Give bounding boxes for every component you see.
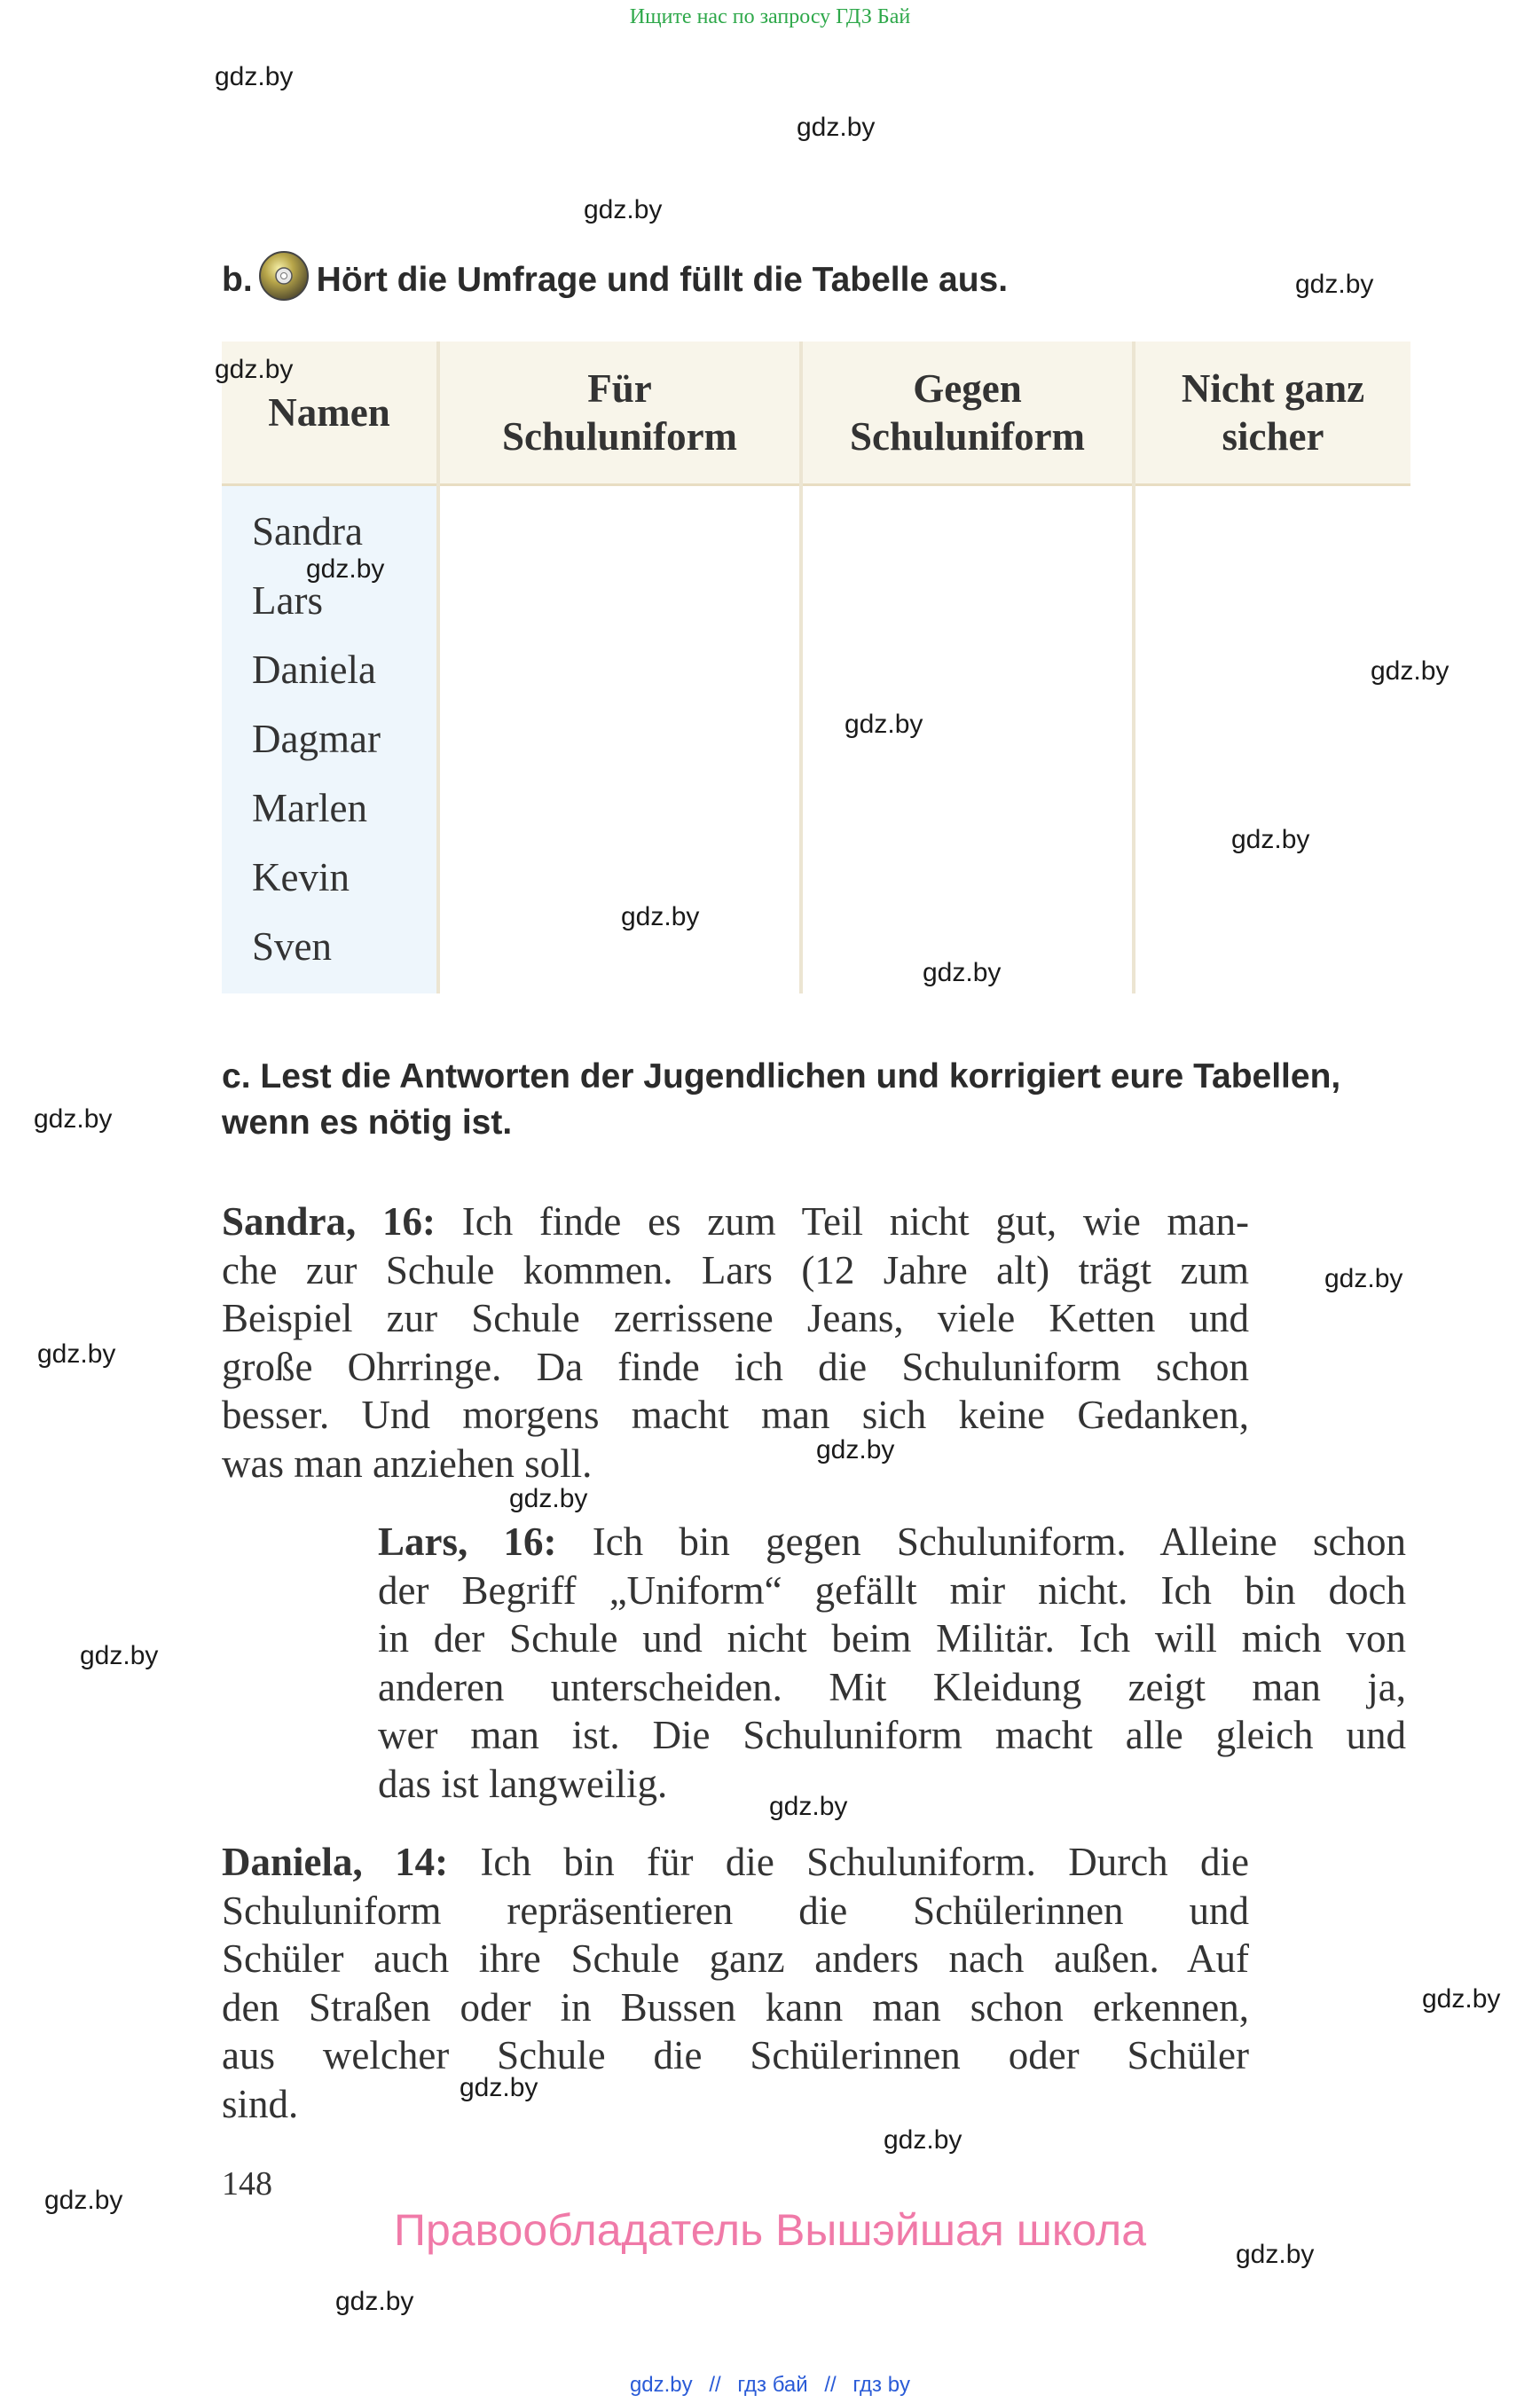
answer-sandra: Sandra, 16: Ich finde es zum Teil nicht gut, wie man- che zur Schule kommen. Lars (12 Jahre alt) trägt zum Beispiel zur Schule zerrissene Jeans, viele Ketten und große Ohrringe. Da finde ich die Schuluniform schon besser. Und morgens macht man sich keine Gedanken, was man anziehen soll. — [222, 1199, 1249, 1486]
task-c-heading — [222, 1054, 1410, 1146]
watermark: gdz.by — [797, 113, 876, 142]
top-banner[interactable]: Ищите нас по запросу ГДЗ Бай — [629, 5, 911, 28]
footer-links: gdz.by // гдз бай // гдз by — [629, 2373, 911, 2397]
name-sven: Sven — [252, 924, 332, 969]
watermark: gdz.by — [37, 1339, 116, 1369]
watermark: gdz.by — [1324, 1264, 1403, 1293]
watermark: gdz.by — [44, 2186, 123, 2215]
watermark: gdz.by — [306, 554, 385, 584]
task-b-letter: b. — [222, 261, 253, 299]
name-sandra: Sandra — [252, 509, 363, 554]
watermark: gdz.by — [923, 958, 1002, 987]
watermark: gdz.by — [1231, 825, 1310, 854]
speaker-sandra: Sandra, 16: — [222, 1199, 436, 1244]
name-marlen: Marlen — [252, 786, 367, 830]
watermark: gdz.by — [215, 62, 294, 91]
watermark: gdz.by — [335, 2287, 414, 2316]
header-fuer-schuluniform: Für Schuluniform — [501, 366, 738, 459]
footer-link-gdz-by-2[interactable]: гдз by — [852, 2373, 911, 2397]
watermark: gdz.by — [584, 195, 663, 224]
footer-link-gdz-by[interactable]: gdz.by — [629, 2373, 693, 2397]
watermark: gdz.by — [621, 902, 700, 931]
watermark: gdz.by — [884, 2125, 962, 2155]
watermark: gdz.by — [1236, 2240, 1315, 2269]
header-namen: Namen — [268, 390, 390, 435]
watermark: gdz.by — [215, 355, 294, 384]
watermark: gdz.by — [769, 1792, 848, 1821]
watermark: gdz.by — [1422, 1984, 1501, 2014]
task-b-text: Hört die Umfrage und füllt die Tabelle aus. — [316, 261, 1009, 299]
answer-daniela: Daniela, 14: Ich bin für die Schuluniform. Durch die Schuluniform repräsentieren die Schülerinnen und Schüler auch ihre Schule ganz anders nach außen. Auf den Straßen oder in Bussen kann man schon erkennen, aus welcher Schule die Schülerinnen oder Schüler sind. — [222, 1840, 1249, 2126]
name-kevin: Kevin — [252, 855, 350, 899]
task-c-line1: Lest die Antworten der Jugendlichen und korrigiert eure Tabellen, — [260, 1057, 1341, 1095]
header-gegen-schuluniform: Gegen Schuluniform — [849, 366, 1086, 459]
watermark: gdz.by — [80, 1641, 159, 1670]
task-b-heading — [222, 250, 1008, 303]
cd-disc-icon[interactable] — [258, 250, 310, 302]
footer-link-gdz-bai[interactable]: гдз бай — [737, 2373, 808, 2397]
watermark: gdz.by — [1371, 656, 1450, 686]
copyright-notice: Правообладатель Вышэйшая школа — [394, 2205, 1146, 2255]
speaker-daniela: Daniela, 14: — [222, 1840, 449, 1884]
watermark: gdz.by — [34, 1104, 113, 1134]
watermark: gdz.by — [509, 1484, 588, 1513]
survey-table — [222, 342, 1410, 993]
answer-lars: Lars, 16: Ich bin gegen Schuluniform. Alleine schon der Begriff „Uniform“ gefällt mir nicht. Ich bin doch in der Schule und nicht beim Militär. Ich will mich von anderen unterscheiden. Mit Kleidung zeigt man ja, wer man ist. Die Schuluniform macht alle gleich und das ist langweilig. — [378, 1520, 1406, 1806]
task-c-letter: c. — [222, 1057, 251, 1095]
speaker-lars: Lars, 16: — [378, 1520, 557, 1564]
watermark: gdz.by — [816, 1435, 895, 1465]
header-nicht-ganz-sicher: Nicht ganz sicher — [1181, 366, 1365, 459]
watermark: gdz.by — [845, 710, 923, 739]
page-number: 148 — [222, 2165, 272, 2203]
name-lars: Lars — [252, 578, 323, 623]
task-c-line2: wenn es nötig ist. — [222, 1103, 513, 1142]
watermark: gdz.by — [1295, 270, 1374, 299]
name-daniela: Daniela — [252, 648, 376, 692]
name-dagmar: Dagmar — [252, 717, 381, 761]
watermark: gdz.by — [460, 2073, 538, 2102]
